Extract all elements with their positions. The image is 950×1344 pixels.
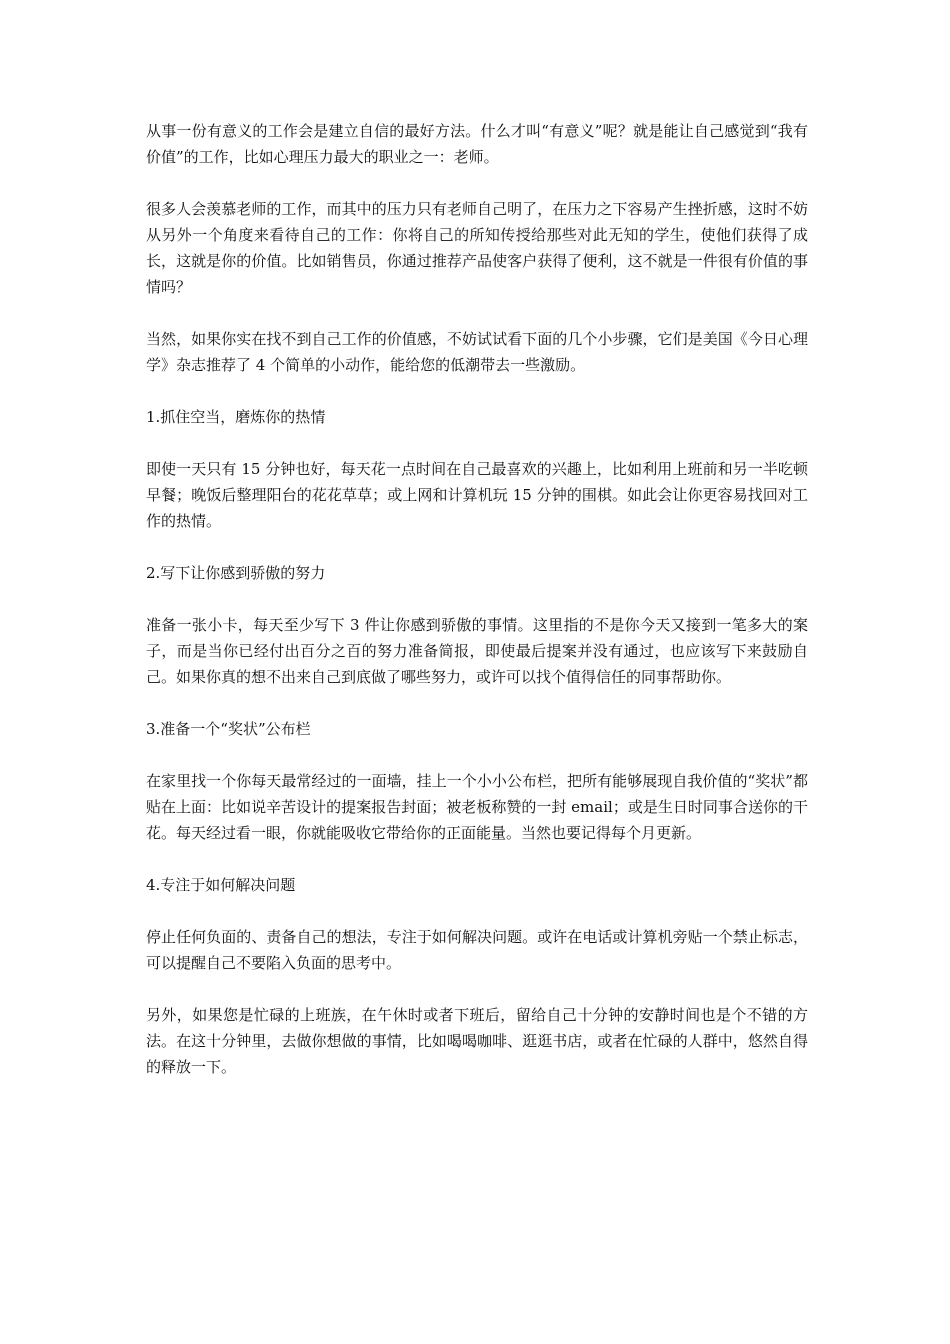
- paragraph-meaningful-work: 从事一份有意义的工作会是建立自信的最好方法。什么才叫“有意义”呢？就是能让自己感觉到“我有价值”的工作，比如心理压力最大的职业之一：老师。: [146, 122, 808, 166]
- paragraph-step-1: 即使一天只有 15 分钟也好，每天花一点时间在自己最喜欢的兴趣上，比如利用上班前和另一半吃顿早餐；晚饭后整理阳台的花花草草；或上网和计算机玩 15 分钟的围棋。如此会让你更容易找回对工作的热情。: [146, 460, 808, 530]
- document-body: [146, 118, 808, 1106]
- paragraph-step-3: 在家里找一个你每天最常经过的一面墙，挂上一个小小公布栏，把所有能够展现自我价值的“奖状”都贴在上面：比如说辛苦设计的提案报告封面；被老板称赞的一封 email；或是生日时同事合送你的干花。每天经过看一眼，你就能吸收它带给你的正面能量。当然也要记得每个月更新。: [146, 772, 808, 842]
- paragraph-closing: 另外，如果您是忙碌的上班族，在午休时或者下班后，留给自己十分钟的安静时间也是个不错的方法。在这十分钟里，去做你想做的事情，比如喝喝咖啡、逛逛书店，或者在忙碌的人群中，悠然自得的释放一下。: [146, 1006, 808, 1076]
- paragraph-teacher-pressure: 很多人会羡慕老师的工作，而其中的压力只有老师自己明了，在压力之下容易产生挫折感，这时不妨从另外一个角度来看待自己的工作：你将自己的所知传授给那些对此无知的学生，使他们获得了成长，这就是你的价值。比如销售员，你通过推荐产品使客户获得了便利，这不就是一件很有价值的事情吗？: [146, 200, 808, 296]
- heading-step-3: 3.准备一个“奖状”公布栏: [146, 720, 311, 738]
- heading-step-2: 2.写下让你感到骄傲的努力: [146, 564, 326, 582]
- paragraph-step-2: 准备一张小卡，每天至少写下 3 件让你感到骄傲的事情。这里指的不是你今天又接到一笔多大的案子，而是当你已经付出百分之百的努力准备简报，即使最后提案并没有通过，也应该写下来鼓励自己。如果你真的想不出来自己到底做了哪些努力，或许可以找个值得信任的同事帮助你。: [146, 616, 808, 686]
- heading-step-4: 4.专注于如何解决问题: [146, 876, 296, 894]
- paragraph-four-steps-intro: 当然，如果你实在找不到自己工作的价值感，不妨试试看下面的几个小步骤，它们是美国《今日心理学》杂志推荐了 4 个简单的小动作，能给您的低潮带去一些激励。: [146, 330, 808, 374]
- heading-step-1: 1.抓住空当，磨炼你的热情: [146, 408, 326, 426]
- paragraph-step-4: 停止任何负面的、责备自己的想法，专注于如何解决问题。或许在电话或计算机旁贴一个禁止标志，可以提醒自己不要陷入负面的思考中。: [146, 928, 808, 972]
